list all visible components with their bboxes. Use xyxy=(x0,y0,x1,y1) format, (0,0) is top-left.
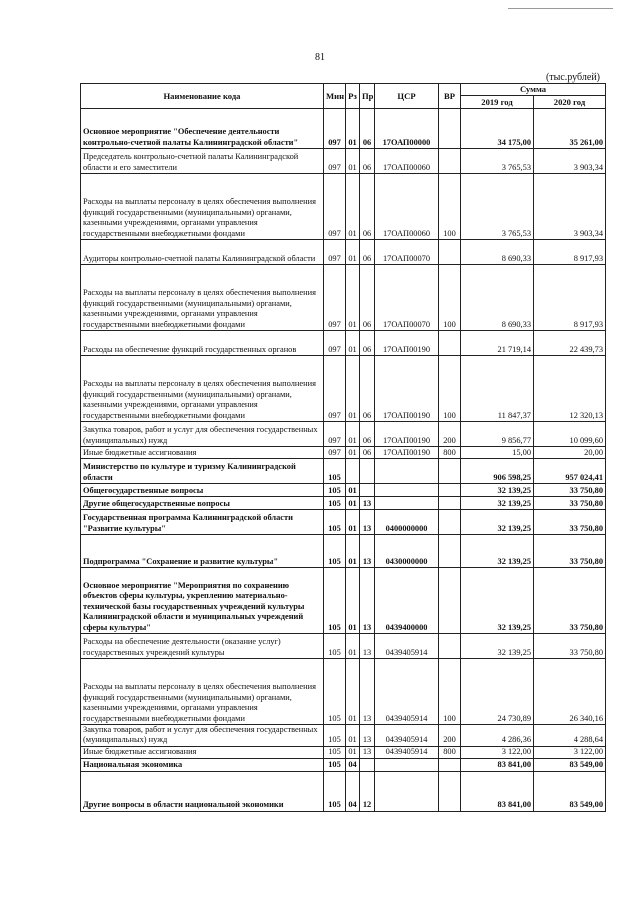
table-row xyxy=(81,240,606,265)
cell-vr: 800 xyxy=(439,746,461,758)
cell-csr: 0439405914 xyxy=(375,746,439,758)
cell-min: 097 xyxy=(324,422,346,447)
cell-min: 105 xyxy=(324,758,346,771)
cell-rz: 01 xyxy=(346,149,360,174)
cell-pr: 13 xyxy=(360,568,375,634)
cell-rz: 01 xyxy=(346,422,360,447)
cell-rz: 04 xyxy=(346,758,360,771)
cell-name: Председатель контрольно-счетной палаты Калининградской области и его заместители xyxy=(81,149,324,174)
cell-s2020: 3 903,34 xyxy=(534,149,606,174)
cell-rz: 01 xyxy=(346,497,360,510)
cell-csr xyxy=(375,771,439,811)
cell-s2020: 26 340,16 xyxy=(534,659,606,725)
cell-s2020: 12 320,13 xyxy=(534,356,606,422)
cell-pr: 13 xyxy=(360,659,375,725)
cell-csr: 0439405914 xyxy=(375,634,439,659)
cell-s2019: 32 139,25 xyxy=(461,497,534,510)
cell-name: Расходы на выплаты персоналу в целях обеспечения выполнения функций государственными (муниципальными) органами, казенными учреждениями, органами управления государственными внебюджетными фондами xyxy=(81,356,324,422)
cell-s2020: 22 439,73 xyxy=(534,331,606,356)
cell-s2019: 15,00 xyxy=(461,447,534,459)
table-row xyxy=(81,422,606,447)
cell-pr: 12 xyxy=(360,771,375,811)
cell-min: 105 xyxy=(324,725,346,747)
cell-vr: 100 xyxy=(439,356,461,422)
cell-vr: 100 xyxy=(439,174,461,240)
top-edge-line xyxy=(508,8,613,9)
cell-name: Расходы на выплаты персоналу в целях обеспечения выполнения функций государственными (муниципальными) органами, казенными учреждениями, органами управления государственными внебюджетными фондами xyxy=(81,265,324,331)
table-row xyxy=(81,331,606,356)
cell-s2019: 3 122,00 xyxy=(461,746,534,758)
cell-pr: 13 xyxy=(360,497,375,510)
cell-s2020: 33 750,80 xyxy=(534,568,606,634)
cell-csr xyxy=(375,497,439,510)
table-row xyxy=(81,634,606,659)
table-row xyxy=(81,568,606,634)
cell-rz: 01 xyxy=(346,174,360,240)
table-row xyxy=(81,356,606,422)
cell-name: Закупка товаров, работ и услуг для обеспечения государственных (муниципальных) нужд xyxy=(81,422,324,447)
cell-name: Иные бюджетные ассигнования xyxy=(81,746,324,758)
table-row xyxy=(81,758,606,771)
table-row xyxy=(81,535,606,568)
cell-min: 097 xyxy=(324,240,346,265)
cell-s2019: 34 175,00 xyxy=(461,109,534,149)
cell-s2020: 10 099,60 xyxy=(534,422,606,447)
cell-s2020: 33 750,80 xyxy=(534,497,606,510)
cell-csr: 17ОАП00000 xyxy=(375,109,439,149)
cell-min: 097 xyxy=(324,149,346,174)
table-row xyxy=(81,109,606,149)
cell-csr: 17ОАП00070 xyxy=(375,265,439,331)
cell-s2020: 35 261,00 xyxy=(534,109,606,149)
cell-rz: 01 xyxy=(346,725,360,747)
cell-name: Другие вопросы в области национальной экономики xyxy=(81,771,324,811)
cell-rz: 01 xyxy=(346,265,360,331)
cell-name: Закупка товаров, работ и услуг для обеспечения государственных (муниципальных) нужд xyxy=(81,725,324,747)
table-row xyxy=(81,746,606,758)
cell-s2019: 21 719,14 xyxy=(461,331,534,356)
cell-vr xyxy=(439,497,461,510)
cell-vr: 100 xyxy=(439,659,461,725)
cell-s2020: 20,00 xyxy=(534,447,606,459)
cell-s2019: 83 841,00 xyxy=(461,771,534,811)
cell-rz: 01 xyxy=(346,356,360,422)
cell-rz: 01 xyxy=(346,510,360,535)
cell-s2020: 8 917,93 xyxy=(534,240,606,265)
cell-csr: 0439405914 xyxy=(375,725,439,747)
table-row xyxy=(81,510,606,535)
cell-pr: 13 xyxy=(360,535,375,568)
cell-vr xyxy=(439,771,461,811)
units-label: (тыс.рублей) xyxy=(545,72,600,83)
cell-s2019: 32 139,25 xyxy=(461,510,534,535)
cell-pr: 06 xyxy=(360,240,375,265)
cell-name: Расходы на обеспечение функций государственных органов xyxy=(81,331,324,356)
table-row xyxy=(81,771,606,811)
cell-min: 105 xyxy=(324,510,346,535)
cell-csr xyxy=(375,459,439,484)
cell-vr: 100 xyxy=(439,265,461,331)
cell-min: 105 xyxy=(324,459,346,484)
cell-rz: 04 xyxy=(346,771,360,811)
cell-s2020: 8 917,93 xyxy=(534,265,606,331)
table-row xyxy=(81,725,606,747)
cell-csr xyxy=(375,758,439,771)
cell-csr: 0439405914 xyxy=(375,659,439,725)
cell-pr: 06 xyxy=(360,265,375,331)
cell-vr: 200 xyxy=(439,422,461,447)
cell-s2019: 906 598,25 xyxy=(461,459,534,484)
cell-rz: 01 xyxy=(346,659,360,725)
cell-vr: 200 xyxy=(439,725,461,747)
cell-rz: 01 xyxy=(346,109,360,149)
table-row xyxy=(81,484,606,497)
cell-csr: 17ОАП00060 xyxy=(375,149,439,174)
cell-rz: 01 xyxy=(346,535,360,568)
cell-name: Другие общегосударственные вопросы xyxy=(81,497,324,510)
cell-s2020: 3 122,00 xyxy=(534,746,606,758)
header-sum: Сумма xyxy=(461,84,606,96)
cell-s2019: 11 847,37 xyxy=(461,356,534,422)
cell-name: Аудиторы контрольно-счетной палаты Калининградской области xyxy=(81,240,324,265)
cell-name: Общегосударственные вопросы xyxy=(81,484,324,497)
table-row xyxy=(81,659,606,725)
cell-vr xyxy=(439,459,461,484)
header-name: Наименование кода xyxy=(81,84,324,109)
cell-name: Национальная экономика xyxy=(81,758,324,771)
cell-vr xyxy=(439,634,461,659)
header-pr: Пр xyxy=(360,84,375,109)
cell-s2019: 24 730,89 xyxy=(461,659,534,725)
cell-csr xyxy=(375,484,439,497)
cell-name: Основное мероприятие "Обеспечение деятельности контрольно-счетной палаты Калининградской области" xyxy=(81,109,324,149)
cell-s2020: 33 750,80 xyxy=(534,634,606,659)
cell-rz xyxy=(346,459,360,484)
cell-name: Иные бюджетные ассигнования xyxy=(81,447,324,459)
cell-s2019: 3 765,53 xyxy=(461,174,534,240)
cell-vr xyxy=(439,568,461,634)
cell-name: Министерство по культуре и туризму Калининградской области xyxy=(81,459,324,484)
cell-csr: 17ОАП00190 xyxy=(375,447,439,459)
cell-s2019: 32 139,25 xyxy=(461,634,534,659)
cell-s2019: 32 139,25 xyxy=(461,535,534,568)
cell-s2020: 4 288,64 xyxy=(534,725,606,747)
cell-name: Государственная программа Калининградской области "Развитие культуры" xyxy=(81,510,324,535)
cell-name: Подпрограмма "Сохранение и развитие культуры" xyxy=(81,535,324,568)
cell-rz: 01 xyxy=(346,568,360,634)
cell-name: Расходы на выплаты персоналу в целях обеспечения выполнения функций государственными (муниципальными) органами, казенными учреждениями, органами управления государственными внебюджетными фондами xyxy=(81,659,324,725)
header-rz: Рз xyxy=(346,84,360,109)
table-row xyxy=(81,447,606,459)
cell-rz: 01 xyxy=(346,746,360,758)
cell-pr xyxy=(360,484,375,497)
cell-csr: 17ОАП00190 xyxy=(375,422,439,447)
cell-pr: 06 xyxy=(360,331,375,356)
cell-s2019: 8 690,33 xyxy=(461,265,534,331)
header-csr: ЦСР xyxy=(375,84,439,109)
cell-s2020: 3 903,34 xyxy=(534,174,606,240)
cell-min: 105 xyxy=(324,659,346,725)
table-row xyxy=(81,265,606,331)
cell-min: 105 xyxy=(324,484,346,497)
cell-csr: 0430000000 xyxy=(375,535,439,568)
page-number: 81 xyxy=(315,52,325,63)
cell-pr: 13 xyxy=(360,634,375,659)
cell-s2020: 957 024,41 xyxy=(534,459,606,484)
cell-name: Расходы на обеспечение деятельности (оказание услуг) государственных учреждений культуры xyxy=(81,634,324,659)
cell-s2019: 3 765,53 xyxy=(461,149,534,174)
budget-table xyxy=(80,83,606,812)
header-2019: 2019 год xyxy=(461,96,534,109)
cell-s2019: 32 139,25 xyxy=(461,484,534,497)
cell-pr: 06 xyxy=(360,149,375,174)
cell-s2020: 33 750,80 xyxy=(534,510,606,535)
cell-rz: 01 xyxy=(346,634,360,659)
cell-csr: 17ОАП00060 xyxy=(375,174,439,240)
cell-pr: 13 xyxy=(360,746,375,758)
cell-vr: 800 xyxy=(439,447,461,459)
cell-csr: 17ОАП00190 xyxy=(375,356,439,422)
header-min: Мин xyxy=(324,84,346,109)
cell-csr: 17ОАП00190 xyxy=(375,331,439,356)
cell-rz: 01 xyxy=(346,484,360,497)
cell-pr: 06 xyxy=(360,447,375,459)
cell-min: 097 xyxy=(324,109,346,149)
cell-min: 105 xyxy=(324,497,346,510)
cell-vr xyxy=(439,331,461,356)
table-body xyxy=(81,109,606,812)
cell-s2019: 8 690,33 xyxy=(461,240,534,265)
cell-csr: 0439400000 xyxy=(375,568,439,634)
cell-vr xyxy=(439,758,461,771)
cell-min: 097 xyxy=(324,447,346,459)
table-row xyxy=(81,149,606,174)
cell-min: 105 xyxy=(324,568,346,634)
cell-s2020: 33 750,80 xyxy=(534,535,606,568)
cell-pr: 13 xyxy=(360,725,375,747)
cell-pr: 06 xyxy=(360,109,375,149)
cell-vr xyxy=(439,109,461,149)
cell-s2019: 83 841,00 xyxy=(461,758,534,771)
cell-min: 105 xyxy=(324,634,346,659)
cell-rz: 01 xyxy=(346,447,360,459)
cell-s2019: 4 286,36 xyxy=(461,725,534,747)
cell-pr: 06 xyxy=(360,174,375,240)
cell-vr xyxy=(439,484,461,497)
cell-min: 097 xyxy=(324,265,346,331)
cell-min: 105 xyxy=(324,535,346,568)
cell-s2020: 33 750,80 xyxy=(534,484,606,497)
cell-pr xyxy=(360,758,375,771)
cell-pr: 06 xyxy=(360,422,375,447)
cell-vr xyxy=(439,240,461,265)
cell-pr: 06 xyxy=(360,356,375,422)
cell-name: Основное мероприятие "Мероприятия по сохранению объектов сферы культуры, укреплению материально-технической базы государственных учреждений культуры Калининградской области и муниципальных учреждений сферы культуры" xyxy=(81,568,324,634)
table-row xyxy=(81,174,606,240)
table-row xyxy=(81,459,606,484)
cell-pr: 13 xyxy=(360,510,375,535)
cell-s2020: 83 549,00 xyxy=(534,771,606,811)
cell-s2020: 83 549,00 xyxy=(534,758,606,771)
header-2020: 2020 год xyxy=(534,96,606,109)
cell-pr xyxy=(360,459,375,484)
cell-min: 097 xyxy=(324,331,346,356)
table-row xyxy=(81,497,606,510)
cell-s2019: 32 139,25 xyxy=(461,568,534,634)
cell-rz: 01 xyxy=(346,240,360,265)
cell-min: 105 xyxy=(324,771,346,811)
cell-csr: 17ОАП00070 xyxy=(375,240,439,265)
cell-min: 105 xyxy=(324,746,346,758)
cell-name: Расходы на выплаты персоналу в целях обеспечения выполнения функций государственными (муниципальными) органами, казенными учреждениями, органами управления государственными внебюджетными фондами xyxy=(81,174,324,240)
cell-vr xyxy=(439,535,461,568)
cell-min: 097 xyxy=(324,174,346,240)
cell-rz: 01 xyxy=(346,331,360,356)
cell-vr xyxy=(439,510,461,535)
cell-s2019: 9 856,77 xyxy=(461,422,534,447)
cell-min: 097 xyxy=(324,356,346,422)
cell-vr xyxy=(439,149,461,174)
header-vr: ВР xyxy=(439,84,461,109)
cell-csr: 0400000000 xyxy=(375,510,439,535)
